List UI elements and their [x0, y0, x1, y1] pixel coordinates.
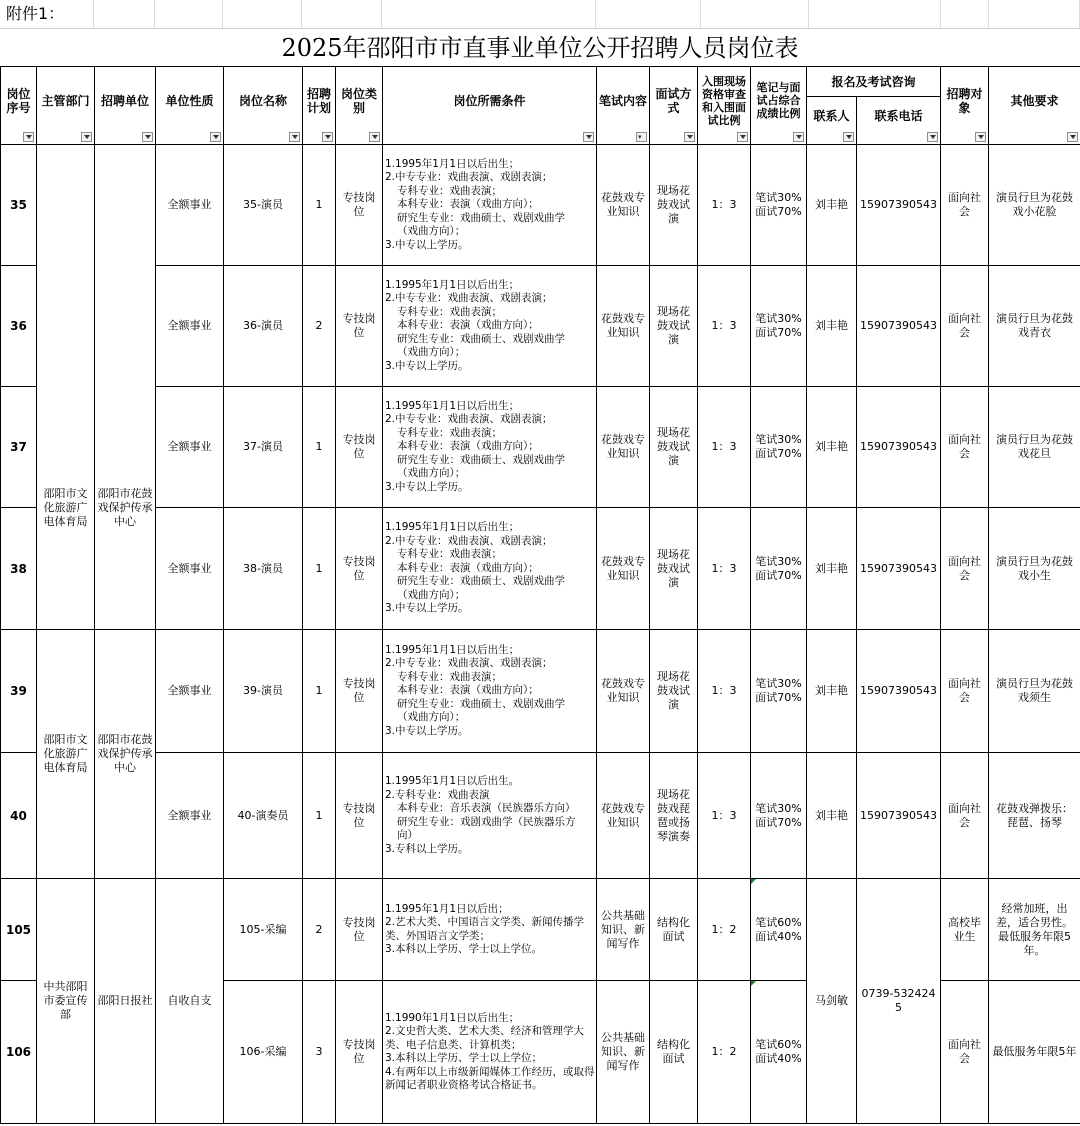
requirement-line: 3.中专以上学历。 — [385, 359, 469, 372]
plan-cell[interactable]: 2 — [303, 266, 336, 387]
requirement-line: 本科专业：表演（戏曲方向）； — [397, 561, 539, 574]
filter-nature-button[interactable] — [210, 132, 221, 142]
plan-cell[interactable]: 1 — [303, 387, 336, 508]
contact-cell[interactable]: 马剑敏 — [807, 879, 857, 1124]
ratio-cell[interactable]: 1：3 — [698, 145, 751, 266]
written-cell[interactable]: 花鼓戏专业知识 — [597, 508, 650, 630]
dept-cell[interactable]: 中共邵阳市委宣传部 — [37, 879, 95, 1124]
category-cell[interactable]: 专技岗位 — [336, 508, 383, 630]
target-cell[interactable]: 面向社会 — [941, 630, 989, 753]
requirements-cell[interactable] — [383, 387, 597, 508]
requirement-line: 1.1995年1月1日以后出生； — [385, 521, 520, 534]
written-cell[interactable]: 花鼓戏专业知识 — [597, 266, 650, 387]
header-target: 招聘对象 — [941, 67, 989, 145]
ratio-cell[interactable]: 1：3 — [698, 387, 751, 508]
nature-cell[interactable]: 全额事业 — [156, 266, 224, 387]
interview-cell[interactable]: 现场花鼓戏试演 — [650, 508, 698, 630]
cell-b1[interactable] — [93, 0, 155, 28]
seq-cell[interactable]: 105 — [1, 879, 37, 981]
requirement-line: 向） — [397, 829, 418, 841]
requirement-line: 3.中专以上学历。 — [385, 724, 469, 737]
written-cell[interactable]: 花鼓戏专业知识 — [597, 630, 650, 753]
post-name-cell[interactable]: 37-演员 — [224, 387, 303, 508]
phone-cell[interactable]: 15907390543 — [857, 753, 941, 879]
requirement-line: 3.中专以上学历。 — [385, 602, 469, 615]
requirement-line: 3.本科以上学历、学士以上学位； — [385, 1052, 543, 1064]
requirement-line: 2.中专专业：戏曲表演、戏剧表演； — [385, 657, 553, 670]
requirement-line: 本科专业：音乐表演（民族器乐方向） — [397, 802, 576, 814]
requirement-line: 1.1990年1月1日以后出生； — [385, 1011, 520, 1024]
filter-ratio-button[interactable] — [737, 132, 748, 142]
requirement-line: 研究生专业：戏曲硕士、戏剧戏曲学 — [397, 453, 565, 466]
written-cell[interactable]: 花鼓戏专业知识 — [597, 753, 650, 879]
post-name-cell[interactable]: 40-演奏员 — [224, 753, 303, 879]
category-cell[interactable]: 专技岗位 — [336, 753, 383, 879]
cell-i1[interactable] — [808, 0, 941, 28]
table-row — [1, 145, 1080, 266]
filter-weight-button[interactable] — [793, 132, 804, 142]
unit-cell[interactable]: 邵阳日报社 — [95, 879, 156, 1124]
requirement-line: 研究生专业：戏曲硕士、戏剧戏曲学 — [397, 575, 565, 588]
requirement-line: 研究生专业：戏剧戏曲学（民族器乐方 — [397, 815, 576, 828]
requirement-line: 专科专业：戏曲表演； — [397, 184, 502, 197]
requirement-line: 研究生专业：戏曲硕士、戏剧戏曲学 — [397, 332, 565, 345]
requirement-line: 研究生专业：戏曲硕士、戏剧戏曲学 — [397, 211, 565, 224]
other-cell[interactable]: 经常加班，出差，适合男性。最低服务年限5年。 — [989, 879, 1080, 981]
written-cell[interactable]: 花鼓戏专业知识 — [597, 387, 650, 508]
interview-cell[interactable]: 现场花鼓戏试演 — [650, 387, 698, 508]
header-post-name: 岗位名称 — [224, 67, 303, 145]
ratio-cell[interactable]: 1：2 — [698, 981, 751, 1124]
filter-interview-button[interactable] — [684, 132, 695, 142]
requirement-line: （戏曲方向）； — [397, 225, 466, 238]
interview-cell[interactable]: 现场花鼓戏试演 — [650, 266, 698, 387]
plan-cell[interactable]: 2 — [303, 879, 336, 981]
header-requirements: 岗位所需条件 — [383, 67, 597, 145]
requirement-line: 4.有两年以上市级新闻媒体工作经历，或取得新闻记者职业资格考试合格证书。 — [385, 1065, 595, 1091]
cell-e1[interactable] — [301, 0, 382, 28]
table-row — [1, 630, 1080, 753]
seq-cell[interactable]: 106 — [1, 981, 37, 1124]
other-cell[interactable]: 演员行旦为花鼓戏小生 — [989, 508, 1080, 630]
contact-cell[interactable]: 刘丰艳 — [807, 630, 857, 753]
requirements-cell[interactable] — [383, 879, 597, 981]
nature-cell[interactable]: 全额事业 — [156, 753, 224, 879]
requirement-line: 专科专业：戏曲表演； — [397, 548, 502, 561]
nature-cell[interactable]: 全额事业 — [156, 508, 224, 630]
requirement-line: 3.本科以上学历、学士以上学位。 — [385, 943, 543, 955]
cell-h1[interactable] — [700, 0, 809, 28]
nature-cell[interactable]: 全额事业 — [156, 387, 224, 508]
contact-cell[interactable]: 刘丰艳 — [807, 266, 857, 387]
requirement-line: 本科专业：表演（戏曲方向）； — [397, 319, 539, 332]
interview-cell[interactable]: 结构化面试 — [650, 981, 698, 1124]
filter-dept-button[interactable] — [81, 132, 92, 142]
category-cell[interactable]: 专技岗位 — [336, 266, 383, 387]
filter-seq-button[interactable] — [23, 132, 34, 142]
requirement-line: 3.中专以上学历。 — [385, 480, 469, 493]
other-cell[interactable]: 演员行旦为花鼓戏花旦 — [989, 387, 1080, 508]
table-row — [1, 879, 1080, 981]
plan-cell[interactable]: 3 — [303, 981, 336, 1124]
contact-cell[interactable]: 刘丰艳 — [807, 145, 857, 266]
requirement-line: （戏曲方向）； — [397, 588, 466, 601]
seq-cell[interactable]: 39 — [1, 630, 37, 753]
requirements-cell[interactable] — [383, 753, 597, 879]
unit-cell[interactable]: 邵阳市花鼓戏保护传承中心 — [95, 145, 156, 630]
plan-cell[interactable]: 1 — [303, 753, 336, 879]
nature-cell[interactable]: 自收自支 — [156, 879, 224, 1124]
contact-cell[interactable]: 刘丰艳 — [807, 508, 857, 630]
requirement-line: 专科专业：戏曲表演； — [397, 426, 502, 439]
cell-f1[interactable] — [381, 0, 596, 28]
filter-plan-button[interactable] — [322, 132, 333, 142]
attachment-label: 附件1： — [6, 4, 65, 23]
requirement-line: （戏曲方向）； — [397, 711, 466, 724]
target-cell[interactable]: 面向社会 — [941, 387, 989, 508]
requirement-line: 2.中专专业：戏曲表演、戏剧表演； — [385, 534, 553, 547]
seq-cell[interactable]: 36 — [1, 266, 37, 387]
other-cell[interactable]: 最低服务年限5年 — [989, 981, 1080, 1124]
header-phone: 联系电话 — [857, 97, 941, 145]
cell-k1[interactable] — [988, 0, 1080, 28]
weight-cell[interactable]: 笔试60%面试40% — [751, 981, 807, 1124]
post-name-cell[interactable]: 35-演员 — [224, 145, 303, 266]
comment-marker — [751, 981, 756, 986]
requirement-line: 本科专业：表演（戏曲方向）； — [397, 198, 539, 211]
top-row — [0, 0, 1080, 29]
seq-cell[interactable]: 37 — [1, 387, 37, 508]
header-written: 笔试内容 ▾ — [597, 67, 650, 145]
table-row — [1, 387, 1080, 508]
ratio-cell[interactable]: 1：3 — [698, 508, 751, 630]
other-cell[interactable]: 演员行旦为花鼓戏青衣 — [989, 266, 1080, 387]
ratio-cell[interactable]: 1：3 — [698, 630, 751, 753]
post-name-cell[interactable]: 106-采编 — [224, 981, 303, 1124]
header-seq: 岗位序号 — [1, 67, 37, 145]
requirements-cell[interactable] — [383, 145, 597, 266]
dept-cell[interactable]: 邵阳市文化旅游广电体育局 — [37, 145, 95, 630]
other-cell[interactable]: 演员行旦为花鼓戏小花脸 — [989, 145, 1080, 266]
post-name-cell[interactable]: 39-演员 — [224, 630, 303, 753]
ratio-cell[interactable]: 1：3 — [698, 753, 751, 879]
header-other: 其他要求 — [989, 67, 1080, 145]
weight-cell[interactable]: 笔试30%面试70% — [751, 266, 807, 387]
requirement-line: 3.中专以上学历。 — [385, 238, 469, 251]
category-cell[interactable]: 专技岗位 — [336, 145, 383, 266]
ratio-cell[interactable]: 1：2 — [698, 879, 751, 981]
requirement-line: 1.1995年1月1日以后出生。 — [385, 775, 520, 787]
filter-phone-button[interactable] — [927, 132, 938, 142]
post-name-cell[interactable]: 38-演员 — [224, 508, 303, 630]
cell-j1[interactable] — [940, 0, 989, 28]
requirements-cell[interactable] — [383, 981, 597, 1124]
phone-cell[interactable]: 15907390543 — [857, 145, 941, 266]
interview-cell[interactable]: 结构化面试 — [650, 879, 698, 981]
job-table — [0, 66, 1080, 1124]
table-row — [1, 266, 1080, 387]
requirement-line: 本科专业：表演（戏曲方向）； — [397, 684, 539, 697]
other-cell[interactable]: 花鼓戏弹拨乐：琵琶、扬琴 — [989, 753, 1080, 879]
page-title: 2025年邵阳市市直事业单位公开招聘人员岗位表 — [281, 34, 799, 62]
plan-cell[interactable]: 1 — [303, 145, 336, 266]
weight-cell[interactable]: 笔试30%面试70% — [751, 630, 807, 753]
requirement-line: 专科专业：戏曲表演； — [397, 305, 502, 318]
phone-cell[interactable]: 15907390543 — [857, 387, 941, 508]
target-cell[interactable]: 面向社会 — [941, 266, 989, 387]
phone-cell[interactable]: 15907390543 — [857, 630, 941, 753]
target-cell[interactable]: 面向社会 — [941, 753, 989, 879]
requirement-line: （戏曲方向）； — [397, 346, 466, 359]
requirement-line: 1.1995年1月1日以后出生； — [385, 643, 520, 656]
nature-cell[interactable]: 全额事业 — [156, 145, 224, 266]
written-cell[interactable]: 花鼓戏专业知识 — [597, 145, 650, 266]
comment-marker — [751, 879, 756, 884]
filter-contact-button[interactable] — [843, 132, 854, 142]
ratio-cell[interactable]: 1：3 — [698, 266, 751, 387]
phone-cell[interactable]: 15907390543 — [857, 508, 941, 630]
target-cell[interactable]: 面向社会 — [941, 508, 989, 630]
written-cell[interactable]: 公共基础知识、新闻写作 — [597, 879, 650, 981]
unit-cell[interactable]: 邵阳市花鼓戏保护传承中心 — [95, 630, 156, 879]
table-row — [1, 753, 1080, 879]
post-name-cell[interactable]: 36-演员 — [224, 266, 303, 387]
target-cell[interactable]: 面向社会 — [941, 145, 989, 266]
dept-cell[interactable]: 邵阳市文化旅游广电体育局 — [37, 630, 95, 879]
header-unit: 招聘单位 — [95, 67, 156, 145]
requirement-line: 专科专业：戏曲表演； — [397, 670, 502, 683]
requirement-line: 研究生专业：戏曲硕士、戏剧戏曲学 — [397, 697, 565, 710]
requirement-line: 2.文史哲大类、艺术大类、经济和管理学大类、电子信息类、计算机类； — [385, 1025, 585, 1051]
category-cell[interactable]: 专技岗位 — [336, 387, 383, 508]
requirement-line: 1.1995年1月1日以后出生； — [385, 278, 520, 291]
requirement-line: 2.中专专业：戏曲表演、戏剧表演； — [385, 413, 553, 426]
requirement-line: 2.专科专业：戏曲表演 — [385, 788, 490, 801]
interview-cell[interactable]: 现场花鼓戏琵琶或扬琴演奏 — [650, 753, 698, 879]
nature-cell[interactable]: 全额事业 — [156, 630, 224, 753]
requirement-line: 1.1995年1月1日以后出； — [385, 902, 509, 915]
requirement-line: 本科专业：表演（戏曲方向）； — [397, 440, 539, 453]
filter-target-button[interactable] — [975, 132, 986, 142]
phone-cell[interactable]: 15907390543 — [857, 266, 941, 387]
header-weight: 笔记与面试占综合成绩比例 — [751, 67, 807, 145]
interview-cell[interactable]: 现场花鼓戏试演 — [650, 630, 698, 753]
target-cell[interactable]: 面向社会 — [941, 981, 989, 1124]
table-row — [1, 508, 1080, 630]
header-row — [1, 67, 1080, 97]
contact-cell[interactable]: 刘丰艳 — [807, 387, 857, 508]
weight-cell[interactable]: 笔试30%面试70% — [751, 753, 807, 879]
cell-d1[interactable] — [222, 0, 302, 28]
requirement-line: 2.中专专业：戏曲表演、戏剧表演； — [385, 171, 553, 184]
requirement-line: 1.1995年1月1日以后出生； — [385, 157, 520, 170]
category-cell[interactable]: 专技岗位 — [336, 981, 383, 1124]
category-cell[interactable]: 专技岗位 — [336, 630, 383, 753]
cell-g1[interactable] — [595, 0, 701, 28]
header-plan: 招聘计划 — [303, 67, 336, 145]
requirement-line: 1.1995年1月1日以后出生； — [385, 399, 520, 412]
interview-cell[interactable]: 现场花鼓戏试演 — [650, 145, 698, 266]
filter-written-funnel-icon[interactable] — [636, 132, 647, 142]
header-category: 岗位类别 — [336, 67, 383, 145]
weight-cell[interactable]: 笔试60%面试40% — [751, 879, 807, 981]
contact-cell[interactable]: 刘丰艳 — [807, 753, 857, 879]
cell-c1[interactable] — [154, 0, 223, 28]
header-contact: 联系人 — [807, 97, 857, 145]
weight-cell[interactable]: 笔试30%面试70% — [751, 387, 807, 508]
requirements-cell[interactable] — [383, 508, 597, 630]
header-ratio: 入围现场资格审查和入围面试比例 — [698, 67, 751, 145]
requirements-cell[interactable] — [383, 266, 597, 387]
seq-cell[interactable]: 40 — [1, 753, 37, 879]
requirement-line: 2.中专专业：戏曲表演、戏剧表演； — [385, 292, 553, 305]
header-dept: 主管部门 — [37, 67, 95, 145]
phone-cell[interactable]: 0739-5324245 — [857, 879, 941, 1124]
filter-requirements-button[interactable] — [583, 132, 594, 142]
category-cell[interactable]: 专技岗位 — [336, 879, 383, 981]
requirement-line: （戏曲方向）； — [397, 467, 466, 480]
filter-unit-button[interactable] — [142, 132, 153, 142]
header-nature: 单位性质 — [156, 67, 224, 145]
filter-post-name-button[interactable] — [289, 132, 300, 142]
requirement-line: 3.专科以上学历。 — [385, 842, 469, 855]
seq-cell[interactable]: 35 — [1, 145, 37, 266]
header-interview: 面试方式 — [650, 67, 698, 145]
weight-cell[interactable]: 笔试30%面试70% — [751, 508, 807, 630]
filter-category-button[interactable] — [369, 132, 380, 142]
plan-cell[interactable]: 1 — [303, 630, 336, 753]
requirements-cell[interactable] — [383, 630, 597, 753]
filter-other-button[interactable] — [1067, 132, 1078, 142]
seq-cell[interactable]: 38 — [1, 508, 37, 630]
weight-cell[interactable]: 笔试30%面试70% — [751, 145, 807, 266]
written-cell[interactable]: 公共基础知识、新闻写作 — [597, 981, 650, 1124]
target-cell[interactable]: 高校毕业生 — [941, 879, 989, 981]
plan-cell[interactable]: 1 — [303, 508, 336, 630]
header-contact-group: 报名及考试咨询 — [807, 67, 941, 97]
requirement-line: 2.艺术大类、中国语言文学类、新闻传播学类、外国语言文学类； — [385, 916, 585, 942]
post-name-cell[interactable]: 105-采编 — [224, 879, 303, 981]
other-cell[interactable]: 演员行旦为花鼓戏须生 — [989, 630, 1080, 753]
